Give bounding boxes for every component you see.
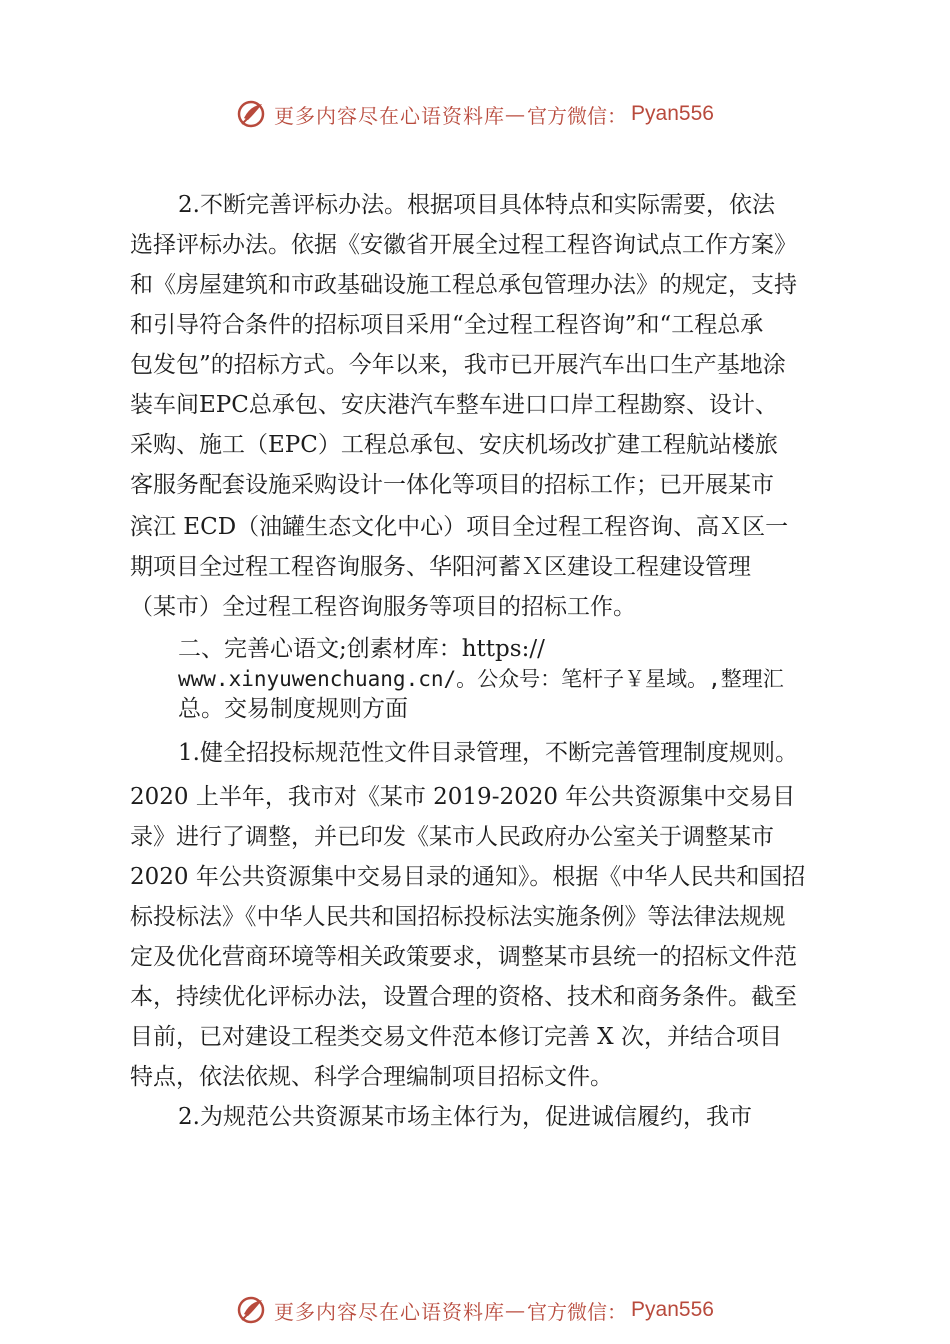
p3-line-1: 2.为规范公共资源某市场主体行为，促进诚信履约，我市	[178, 1104, 752, 1130]
footer-title: 更多内容尽在心语资料库	[274, 1299, 506, 1324]
p2-line-5: 标投标法》《中华人民共和国招标投标法实施条例》等法律法规规	[130, 904, 786, 930]
p1-line-3: 和《房屋建筑和市政基础设施工程总承包管理办法》的规定，支持	[130, 272, 797, 298]
header-wechat-id: Pyan556	[631, 102, 714, 125]
p1-line-4: 和引导符合条件的招标项目采用“全过程工程咨询”和“工程总承	[130, 312, 764, 338]
footer-separator: —	[505, 1298, 526, 1322]
p1-line-5: 包发包”的招标方式。今年以来，我市已开展汽车出口生产基地涂	[130, 352, 786, 378]
p1-line-1: 2.不断完善评标办法。根据项目具体特点和实际需要，依法	[178, 192, 775, 218]
p2-line-3: 录》进行了调整，并已印发《某市人民政府办公室关于调整某市	[130, 824, 774, 850]
p2-line-8: 目前，已对建设工程类交易文件范本修订完善 X 次，并结合项目	[130, 1024, 782, 1050]
header-wechat-label: 官方微信：	[527, 103, 628, 128]
p2-line-4: 2020 年公共资源集中交易目录的通知》。根据《中华人民共和国招	[130, 864, 806, 890]
p2-line-7: 本，持续优化评标办法，设置合理的资格、技术和商务条件。截至	[130, 984, 797, 1010]
p2-line-2: 2020 上半年，我市对《某市 2019-2020 年公共资源集中交易目	[130, 784, 796, 810]
section-heading-line-3: 总。交易制度规则方面	[178, 696, 408, 722]
footer-wechat-label: 官方微信：	[527, 1299, 628, 1324]
header-banner	[0, 94, 950, 134]
brush-pen-logo-icon	[236, 1294, 268, 1326]
p1-line-10: 期项目全过程工程咨询服务、华阳河蓄Ｘ区建设工程建设管理	[130, 554, 751, 580]
footer-wechat-id: Pyan556	[631, 1298, 714, 1321]
header-title: 更多内容尽在心语资料库	[274, 103, 506, 128]
section-heading-line-2: www.xinyuwenchuang.cn/。公众号：笔杆子￥星域。,整理汇	[178, 667, 784, 691]
p1-line-7: 采购、施工（EPC）工程总承包、安庆机场改扩建工程航站楼旅	[130, 432, 778, 458]
p2-line-9: 特点，依法依规、科学合理编制项目招标文件。	[130, 1064, 613, 1090]
p1-line-2: 选择评标办法。依据《安徽省开展全过程工程咨询试点工作方案》	[130, 232, 797, 258]
brush-pen-logo-icon	[236, 98, 268, 130]
header-separator: —	[505, 102, 526, 126]
p2-line-6: 定及优化营商环境等相关政策要求，调整某市县统一的招标文件范	[130, 944, 797, 970]
p2-line-1: 1.健全招投标规范性文件目录管理，不断完善管理制度规则。	[178, 740, 798, 766]
p1-line-8: 客服务配套设施采购设计一体化等项目的招标工作；已开展某市	[130, 472, 774, 498]
p1-line-11: （某市）全过程工程咨询服务等项目的招标工作。	[130, 594, 636, 620]
footer-banner	[0, 1290, 950, 1330]
p1-line-6: 装车间EPC总承包、安庆港汽车整车进口口岸工程勘察、设计、	[130, 392, 778, 418]
section-heading-line-1: 二、完善心语文;创素材库：https://	[178, 636, 545, 662]
p1-line-9: 滨江 ECD（油罐生态文化中心）项目全过程工程咨询、高Ｘ区一	[130, 514, 789, 540]
